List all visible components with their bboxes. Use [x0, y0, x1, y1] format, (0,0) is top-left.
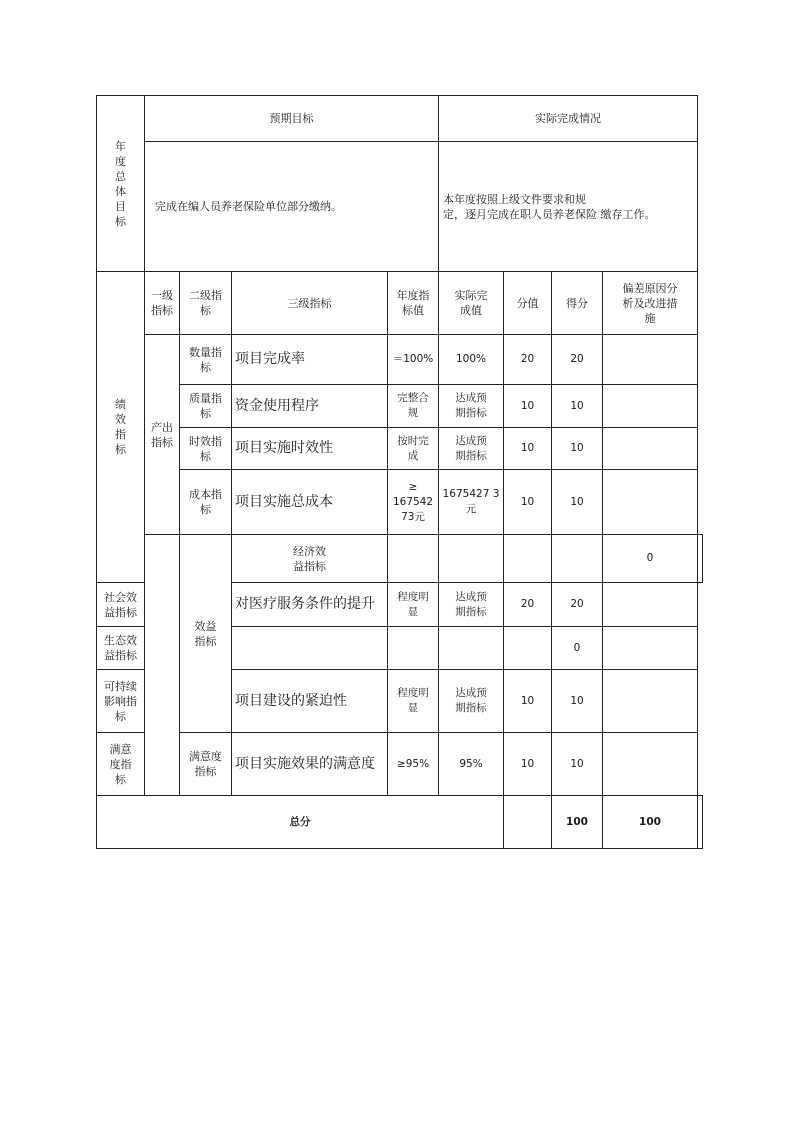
expected-goal-text: 完成在编人员养老保险单位部分缴纳。: [145, 142, 439, 272]
table-row: [97, 470, 703, 535]
level3-header: 三级指标: [232, 272, 388, 335]
benefit-indicator-label: 效益 指标: [180, 535, 232, 733]
actual-completion-header: 实际完成情况: [439, 96, 698, 142]
value-cell: 20: [504, 583, 552, 627]
level3-cell: 项目实施总成本: [232, 470, 388, 535]
value-cell: 20: [504, 335, 552, 385]
deviation-cell: [603, 428, 698, 470]
deviation-cell: [603, 733, 698, 796]
score-cell: 20: [552, 583, 603, 627]
value-cell: 10: [504, 385, 552, 428]
target-cell: 完整合 规: [388, 385, 439, 428]
total-score-cell: 100: [603, 796, 698, 849]
deviation-header: 偏差原因分 析及改进措 施: [603, 272, 698, 335]
total-row: [97, 796, 703, 849]
total-deviation-cell: [698, 796, 703, 849]
level2-cell: 时效指 标: [180, 428, 232, 470]
deviation-cell: [603, 627, 698, 670]
actual-cell: [439, 627, 504, 670]
target-cell: 按时完 成: [388, 428, 439, 470]
indicator-header-row: [97, 272, 703, 335]
level3-cell: 项目建设的紧迫性: [232, 670, 388, 733]
level2-cell: 生态效 益指标: [97, 627, 145, 670]
score-value-header: 分值: [504, 272, 552, 335]
level2-header: 二级指 标: [180, 272, 232, 335]
value-cell: [552, 535, 603, 583]
actual-cell: 1675427 3 元: [439, 470, 504, 535]
target-cell: ＝100%: [388, 335, 439, 385]
score-cell: 0: [603, 535, 698, 583]
total-actual-cell: [504, 796, 552, 849]
annual-goal-label: 年 度 总 体 目 标: [97, 96, 145, 272]
actual-cell: 100%: [439, 335, 504, 385]
deviation-cell: [603, 335, 698, 385]
level2-cell: 可持续 影响指 标: [97, 670, 145, 733]
target-cell: [439, 535, 504, 583]
level3-cell: [388, 535, 439, 583]
deviation-cell: [603, 670, 698, 733]
score-cell: 10: [552, 670, 603, 733]
deviation-cell: [603, 470, 698, 535]
target-cell: [388, 627, 439, 670]
actual-cell: 达成预 期指标: [439, 385, 504, 428]
score-cell: 20: [552, 335, 603, 385]
output-indicator-label: 产出 指标: [145, 335, 180, 535]
target-cell: 程度明 显: [388, 583, 439, 627]
actual-cell: 达成预 期指标: [439, 670, 504, 733]
table-row: [97, 428, 703, 470]
actual-value-header: 实际完 成值: [439, 272, 504, 335]
satisfaction-indicator-label: 满意 度指 标: [97, 733, 145, 796]
performance-indicator-continuation: [145, 535, 180, 796]
level2-cell: 经济效 益指标: [232, 535, 388, 583]
actual-cell: [504, 535, 552, 583]
score-cell: 0: [552, 627, 603, 670]
deviation-cell: [603, 583, 698, 627]
table-row: [97, 335, 703, 385]
target-cell: ≥95%: [388, 733, 439, 796]
value-cell: 10: [504, 670, 552, 733]
table-row: [97, 733, 703, 796]
level3-cell: 项目实施时效性: [232, 428, 388, 470]
score-cell: 10: [552, 470, 603, 535]
score-cell: 10: [552, 733, 603, 796]
target-cell: ≥ 167542 73元: [388, 470, 439, 535]
deviation-cell: [603, 385, 698, 428]
level3-cell: [232, 627, 388, 670]
level2-cell: 质量指 标: [180, 385, 232, 428]
level3-cell: 项目完成率: [232, 335, 388, 385]
annual-goal-content-row: [97, 142, 703, 272]
score-cell: 10: [552, 385, 603, 428]
target-value-header: 年度指 标值: [388, 272, 439, 335]
deviation-cell: [698, 535, 703, 583]
table-row: [97, 535, 703, 583]
table-row: [97, 385, 703, 428]
value-cell: 10: [504, 470, 552, 535]
expected-goal-header: 预期目标: [145, 96, 439, 142]
level2-cell: 成本指 标: [180, 470, 232, 535]
score-got-header: 得分: [552, 272, 603, 335]
target-cell: 程度明 显: [388, 670, 439, 733]
value-cell: [504, 627, 552, 670]
level2-cell: 满意度 指标: [180, 733, 232, 796]
actual-cell: 95%: [439, 733, 504, 796]
value-cell: 10: [504, 733, 552, 796]
actual-completion-text: 本年度按照上级文件要求和规 定，逐月完成在职人员养老保险 缴存工作。: [439, 142, 698, 272]
actual-cell: 达成预 期指标: [439, 583, 504, 627]
performance-indicator-label: 绩 效 指 标: [97, 272, 145, 583]
value-cell: 10: [504, 428, 552, 470]
level3-cell: 对医疗服务条件的提升: [232, 583, 388, 627]
level2-cell: 社会效 益指标: [97, 583, 145, 627]
level3-cell: 资金使用程序: [232, 385, 388, 428]
level1-header: 一级 指标: [145, 272, 180, 335]
annual-goal-header-row: [97, 96, 703, 142]
level3-cell: 项目实施效果的满意度: [232, 733, 388, 796]
performance-evaluation-table: [96, 95, 703, 849]
actual-cell: 达成预 期指标: [439, 428, 504, 470]
score-cell: 10: [552, 428, 603, 470]
total-label: 总分: [97, 796, 504, 849]
level2-cell: 数量指 标: [180, 335, 232, 385]
total-value-cell: 100: [552, 796, 603, 849]
